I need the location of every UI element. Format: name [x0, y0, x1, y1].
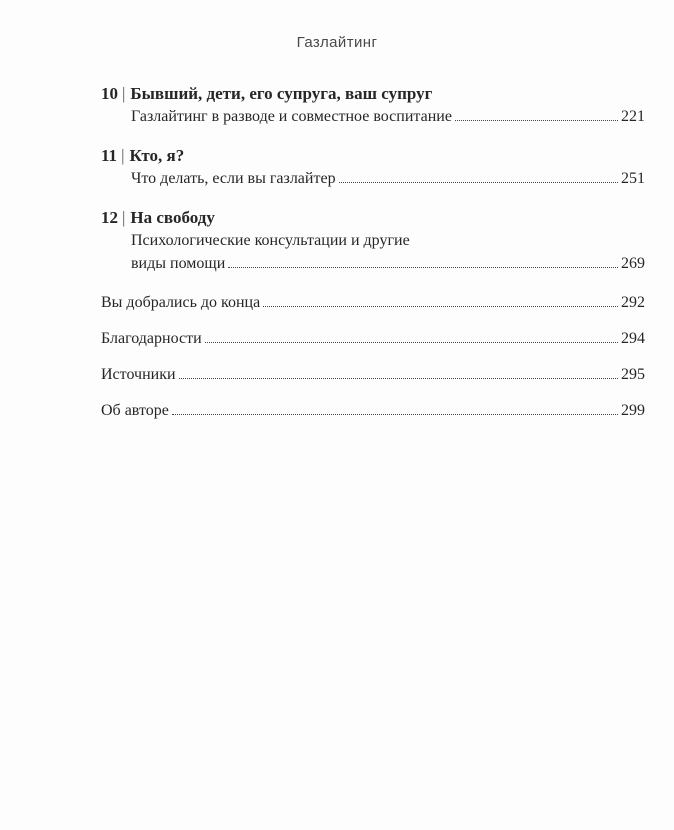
leader-dots: [179, 378, 618, 379]
chapter-subtitle: Что делать, если вы газлайтер: [131, 170, 336, 187]
leader-dots: [205, 342, 618, 343]
entry-title: Благодарности: [101, 330, 202, 347]
chapter-separator: |: [121, 146, 125, 165]
page-number: 292: [621, 294, 645, 311]
chapter-heading: [101, 207, 645, 229]
table-of-contents: [101, 83, 645, 435]
chapter-title: Бывший, дети, его супруга, ваш супруг: [130, 84, 433, 103]
chapter-title: Кто, я?: [129, 146, 185, 165]
entry-title: Об авторе: [101, 402, 169, 419]
page-number: 251: [621, 170, 645, 187]
toc-chapter-10: [101, 83, 645, 128]
leader-dots: [455, 120, 618, 121]
toc-entry-acknowledgements: [101, 327, 645, 350]
chapter-subtitle-line: [131, 105, 645, 128]
toc-chapter-11: [101, 145, 645, 190]
chapter-separator: |: [122, 84, 126, 103]
leader-dots: [228, 267, 618, 268]
toc-entry-conclusion: [101, 291, 645, 314]
chapter-heading: [101, 145, 645, 167]
leader-dots: [339, 182, 618, 183]
chapter-heading: [101, 83, 645, 105]
page-number: 294: [621, 330, 645, 347]
chapter-subtitle-line: [131, 167, 645, 190]
entry-title: Вы добрались до конца: [101, 294, 261, 311]
chapter-number: 11: [101, 146, 118, 165]
page-number: 299: [621, 402, 645, 419]
chapter-title: На свободу: [130, 208, 215, 227]
toc-entry-about-author: [101, 399, 645, 422]
chapter-subtitle: Психологические консультации и другие: [131, 232, 410, 249]
chapter-separator: |: [122, 208, 126, 227]
toc-entry-sources: [101, 363, 645, 386]
chapter-number: 12: [101, 208, 118, 227]
leader-dots: [172, 414, 618, 415]
chapter-subtitle: Газлайтинг в разводе и совместное воспитание: [131, 108, 452, 125]
leader-dots: [263, 306, 618, 307]
page-number: 269: [621, 255, 645, 272]
entry-title: Источники: [101, 366, 176, 383]
chapter-number: 10: [101, 84, 118, 103]
chapter-subtitle-continued: виды помощи: [131, 255, 226, 272]
toc-chapter-12: [101, 207, 645, 275]
chapter-subtitle-line: [131, 252, 645, 275]
page-number: 295: [621, 366, 645, 383]
page-number: 221: [621, 108, 645, 125]
running-head: Газлайтинг: [296, 34, 378, 51]
